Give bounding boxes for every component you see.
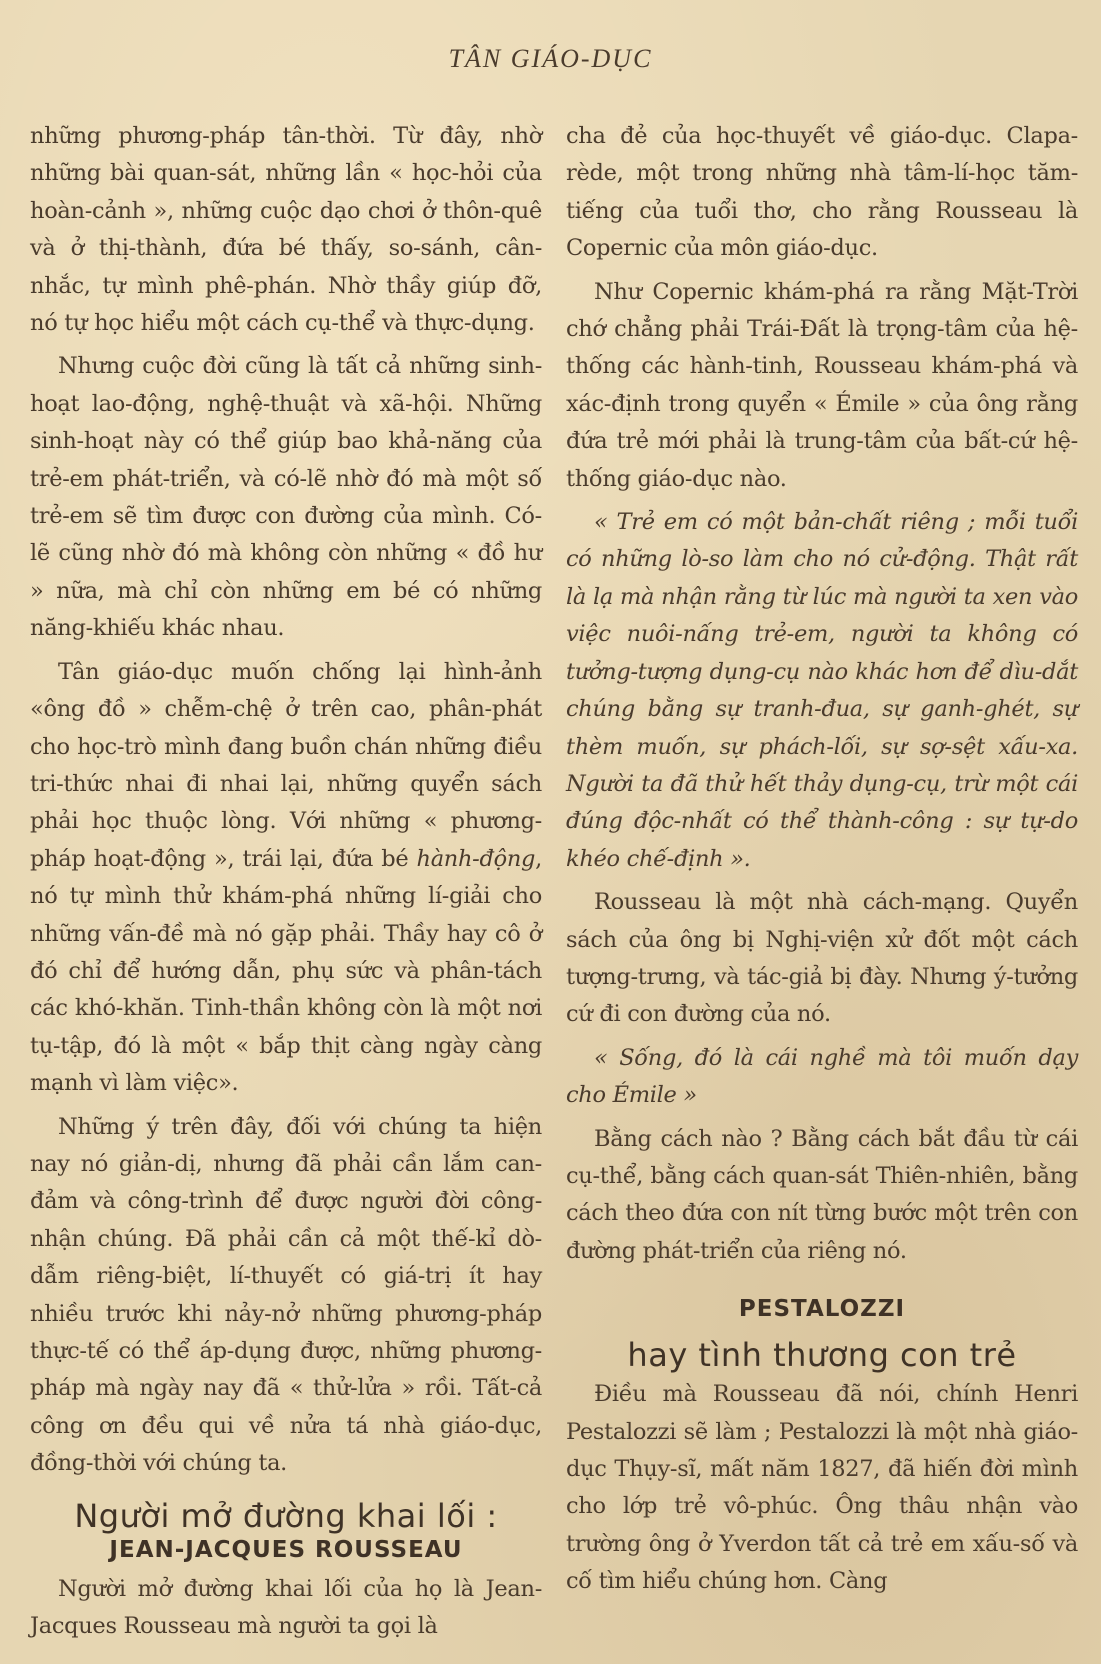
rousseau-quote-2: « Sống, đó là cái nghề mà tôi muốn dạy cho Émile »: [566, 1044, 1078, 1109]
section-title-rousseau: Người mở đường khai lối :: [74, 1496, 498, 1535]
section-name-pestalozzi: PESTALOZZI: [738, 1296, 906, 1323]
left-paragraph-1: những phương-pháp tân-thời. Từ đây, nhờ những bài quan-sát, những lần « học-hỏi của hoàn-cảnh », những cuộc dạo chơi ở thôn-quê và ở thị-thành, đứa bé thấy, so-sánh, cân-nhắc, tự mình phê-phán. Nhờ thầy giúp đỡ, nó tự học hiểu một cách cụ-thể và thực-dụng.: [30, 123, 542, 337]
rousseau-quote-1: « Trẻ em có một bản-chất riêng ; mỗi tuổi có những lò-so làm cho nó cử-động. Thật rất là lạ mà nhận rằng từ lúc mà người ta xen vào việc nuôi-nấng trẻ-em, người ta không có tưởng-tượng dụng-cụ nào khác hơn để dìu-dắt chúng bằng sự tranh-đua, sự ganh-ghét, sự thèm muốn, sự phách-lối, sự sợ-sệt xấu-xa. Người ta đã thử hết thảy dụng-cụ, trừ một cái đúng độc-nhất có thể thành-công : sự tự-do khéo chế-định ».: [566, 509, 1078, 872]
running-header: TÂN GIÁO-DỤC: [448, 44, 653, 73]
section-title-pestalozzi: hay tình thương con trẻ: [627, 1336, 1017, 1375]
section-name-rousseau: JEAN-JACQUES ROUSSEAU: [109, 1536, 463, 1563]
right-paragraph-5: Điều mà Rousseau đã nói, chính Henri Pestalozzi sẽ làm ; Pestalozzi là một nhà giáo-dục Thụy-sĩ, mất năm 1827, đã hiến đời mình cho lớp trẻ vô-phúc. Ông thâu nhận vào trường ông ở Yverdon tất cả trẻ em xấu-số và cố tìm hiểu chúng hơn. Càng: [566, 1381, 1078, 1595]
right-paragraph-1: cha đẻ của học-thuyết về giáo-dục. Clapa-rède, một trong những nhà tâm-lí-học tăm-tiếng của tuổi thơ, cho rằng Rousseau là Copernic của môn giáo-dục.: [566, 123, 1078, 262]
right-paragraph-2: Như Copernic khám-phá ra rằng Mặt-Trời chớ chẳng phải Trái-Đất là trọng-tâm của hệ-thống các hành-tinh, Rousseau khám-phá và xác-định trong quyển « Émile » của ông rằng đứa trẻ mới phải là trung-tâm của bất-cứ hệ-thống giáo-dục nào.: [566, 278, 1078, 492]
left-paragraph-3-text-c: , nó tự mình thử khám-phá những lí-giải cho những vấn-đề mà nó gặp phải. Thầy hay cô ở đó chỉ để hướng dẫn, phụ sức và phân-tách các khó-khăn. Tinh-thần không còn là một nơi tụ-tập, đó là một « bắp thịt càng ngày càng mạnh vì làm việc».: [30, 845, 542, 1097]
left-paragraph-3-text-a: Tân giáo-dục muốn chống lại hình-ảnh «ông đồ » chễm-chệ ở trên cao, phân-phát cho học-trò mình đang buồn chán những điều tri-thức nhai đi nhai lại, những quyển sách phải học thuộc lòng. Với những « phương-pháp hoạt-động », trái lại, đứa bé: [30, 658, 542, 872]
left-paragraph-3-emphasis: hành-động: [416, 845, 536, 872]
left-paragraph-4: Những ý trên đây, đối với chúng ta hiện nay nó giản-dị, nhưng đã phải cần lắm can-đảm và công-trình để được người đời công-nhận chúng. Đã phải cần cả một thế-kỉ dò-dẫm riêng-biệt, lí-thuyết có giá-trị ít hay nhiều trước khi nảy-nở những phương-pháp thực-tế có thể áp-dụng được, những phương-pháp mà ngày nay đã « thử-lửa » rồi. Tất-cả công ơn đều qui về nửa tá nhà giáo-dục, đồng-thời với chúng ta.: [30, 1113, 542, 1477]
left-column: [30, 118, 542, 1651]
right-paragraph-3: Rousseau là một nhà cách-mạng. Quyển sách của ông bị Nghị-viện xử đốt một cách tượng-trưng, và tác-giả bị đày. Nhưng ý-tưởng cứ đi con đường của nó.: [566, 889, 1078, 1028]
left-paragraph-3: [30, 654, 542, 1103]
right-column: [566, 118, 1078, 1607]
right-paragraph-4: Bằng cách nào ? Bằng cách bắt đầu từ cái cụ-thể, bằng cách quan-sát Thiên-nhiên, bằng cách theo đứa con nít từng bước một trên con đường phát-triển của riêng nó.: [566, 1125, 1078, 1264]
left-paragraph-5: Người mở đường khai lối của họ là Jean-Jacques Rousseau mà người ta gọi là: [30, 1575, 542, 1640]
left-paragraph-2: Nhưng cuộc đời cũng là tất cả những sinh-hoạt lao-động, nghệ-thuật và xã-hội. Những sinh-hoạt này có thể giúp bao khả-năng của trẻ-em phát-triển, và có-lẽ nhờ đó mà một số trẻ-em sẽ tìm được con đường của mình. Có-lẽ cũng nhờ đó mà không còn những « đồ hư » nữa, mà chỉ còn những em bé có những năng-khiếu khác nhau.: [30, 353, 542, 642]
